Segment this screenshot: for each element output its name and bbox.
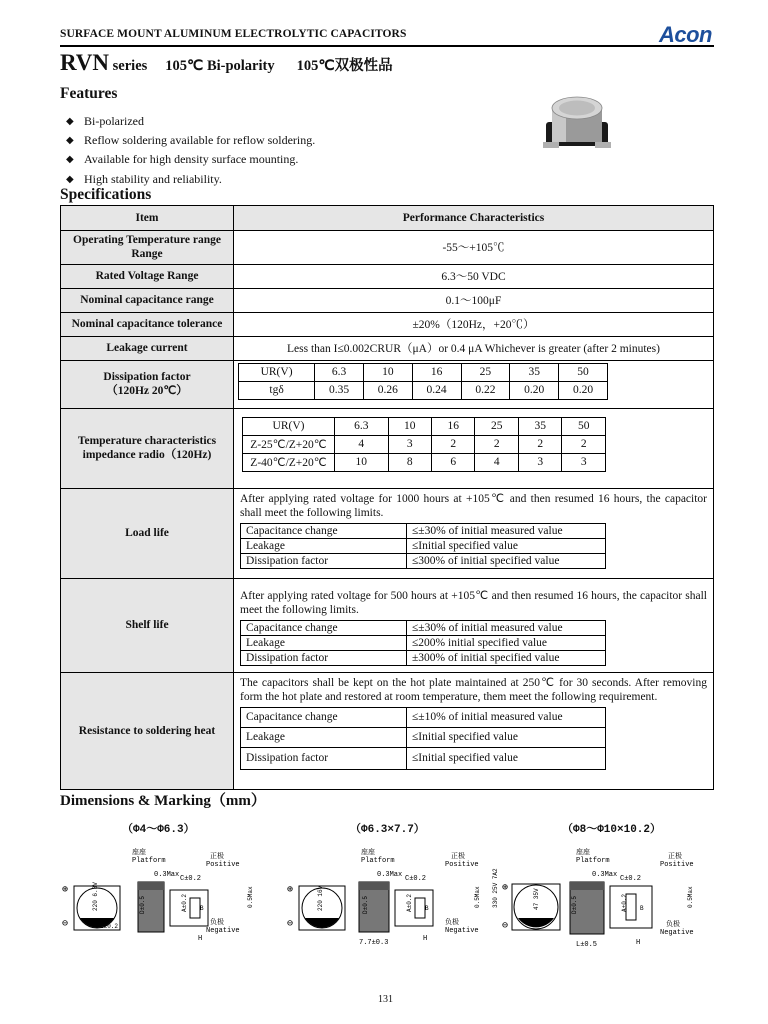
row-label: Operating Temperature range Range: [61, 231, 234, 265]
dimension-diagram-small: [60, 840, 265, 950]
svg-text:0.5Max: 0.5Max: [687, 886, 694, 908]
svg-text:220 16V: 220 16V: [317, 885, 324, 911]
table-row: [61, 488, 714, 578]
row-label: Dissipation factor （120Hz 20℃）: [61, 360, 234, 408]
row-label: Rated Voltage Range: [61, 264, 234, 288]
negative-terminal-icon: ⊖: [62, 919, 69, 930]
feature-item: ◆ High stability and reliability.: [66, 171, 222, 186]
table-row: [61, 408, 714, 488]
positive-terminal-icon: ⊕: [287, 885, 294, 896]
series-suffix: series: [109, 58, 148, 74]
table-row: [61, 336, 714, 360]
column-header-performance: Performance Characteristics: [234, 206, 714, 231]
table-row: [61, 288, 714, 312]
svg-text:0.3Max: 0.3Max: [592, 871, 618, 879]
row-label: Resistance to soldering heat: [61, 672, 234, 789]
svg-text:330 25V 7A2: 330 25V 7A2: [492, 868, 499, 908]
series-name: RVN: [60, 50, 110, 75]
table-row: [61, 360, 714, 408]
svg-text:D±0.5: D±0.5: [139, 895, 146, 914]
diamond-bullet-icon: ◆: [66, 135, 74, 147]
svg-text:A±0.2: A±0.2: [406, 893, 413, 912]
feature-item: ◆ Reflow soldering available for reflow soldering.: [66, 133, 316, 148]
table-row: [61, 578, 714, 672]
series-temperature: 105℃ Bi-polarity: [165, 58, 275, 74]
diagram-title-large: （Φ8～Φ10×10.2）: [562, 824, 662, 836]
svg-text:B: B: [640, 905, 644, 912]
svg-text:C±0.2: C±0.2: [405, 875, 427, 883]
temperature-characteristics-table: UR(V) 6.3 10 16 25 35 50 Z-25℃/Z+20℃ 4 3 2 2 2 2 Z-40℃/Z+20℃ 10 8 6 4 3 3: [242, 417, 606, 472]
svg-text:7.7±0.3: 7.7±0.3: [359, 939, 389, 947]
load-life-table: Capacitance change ≤±30% of initial measured value Leakage ≤Initial specified value Dissipation factor ≤300% of initial specified value: [240, 523, 606, 569]
row-label: Temperature characteristics impedance radio（120Hz): [61, 408, 234, 488]
table-row: [61, 264, 714, 288]
row-value: ±20%（120Hz，+20℃）: [234, 312, 714, 336]
svg-text:Platform: Platform: [361, 857, 395, 865]
svg-text:Positive: Positive: [445, 861, 479, 869]
row-value: 6.3～50 VDC: [234, 264, 714, 288]
soldering-table: Capacitance change ≤±10% of initial measured value Leakage ≤Initial specified value Dissipation factor ≤Initial specified value: [240, 707, 606, 770]
svg-text:L±0.2: L±0.2: [100, 923, 119, 930]
row-value: 0.1～100μF: [234, 288, 714, 312]
shelf-life-table: Capacitance change ≤±30% of initial measured value Leakage ≤200% initial specified value Dissipation factor ±300% of initial specified value: [240, 620, 606, 666]
table-row: [61, 231, 714, 265]
row-value: Less than I≤0.002CRUR（μA）or 0.4 μA Whichever is greater (after 2 minutes): [234, 336, 714, 360]
diagram-title-small: （Φ4～Φ6.3）: [122, 824, 195, 836]
svg-text:A±0.2: A±0.2: [621, 893, 628, 912]
features-heading: Features: [60, 85, 118, 102]
svg-text:B: B: [425, 905, 429, 912]
column-header-item: Item: [61, 206, 234, 231]
svg-text:47 35V: 47 35V: [533, 888, 540, 910]
dimension-diagram-large: [500, 840, 710, 955]
svg-text:0.5Max: 0.5Max: [247, 886, 254, 908]
brand-logo: Acon: [659, 22, 712, 47]
svg-text:A±0.2: A±0.2: [181, 893, 188, 912]
features-list: [66, 112, 315, 189]
svg-text:正极: 正极: [668, 853, 682, 861]
table-row: [61, 312, 714, 336]
table-header-row: [61, 206, 714, 231]
svg-text:正极: 正极: [210, 853, 224, 861]
svg-text:0.3Max: 0.3Max: [154, 871, 180, 879]
row-label: Leakage current: [61, 336, 234, 360]
row-label: Load life: [61, 488, 234, 578]
dimension-diagram-medium: [285, 840, 499, 950]
header-title: SURFACE MOUNT ALUMINUM ELECTROLYTIC CAPACITORS: [60, 28, 407, 40]
specifications-heading: Specifications: [60, 186, 152, 203]
svg-text:D±0.5: D±0.5: [362, 895, 369, 914]
feature-item: ◆ Bi-polarized: [66, 114, 144, 129]
svg-text:负极: 负极: [445, 919, 459, 927]
series-title: [60, 50, 393, 76]
svg-text:座座: 座座: [361, 849, 375, 857]
dissipation-table: UR(V) 6.3 10 16 25 35 50 tgδ 0.35 0.26 0.24 0.22 0.20 0.20: [238, 363, 608, 400]
svg-text:0.5Max: 0.5Max: [474, 886, 481, 908]
diamond-bullet-icon: ◆: [66, 154, 74, 166]
positive-terminal-icon: ⊕: [62, 885, 69, 896]
svg-text:Negative: Negative: [660, 929, 694, 937]
svg-text:0.3Max: 0.3Max: [377, 871, 403, 879]
svg-text:Positive: Positive: [660, 861, 694, 869]
svg-text:220 6.3V: 220 6.3V: [92, 882, 99, 911]
diamond-bullet-icon: ◆: [66, 116, 74, 128]
svg-text:H: H: [198, 935, 203, 943]
svg-text:负极: 负极: [210, 919, 224, 927]
svg-text:B: B: [200, 905, 204, 912]
svg-text:Platform: Platform: [576, 857, 610, 865]
svg-text:Positive: Positive: [206, 861, 240, 869]
soldering-text: The capacitors shall be kept on the hot plate maintained at 250℃ for 30 seconds. After removing form the hot plate and restored at room temperature, them meet the following requirement.: [240, 676, 707, 704]
positive-terminal-icon: ⊕: [502, 883, 509, 894]
negative-terminal-icon: ⊖: [287, 919, 294, 930]
svg-text:H: H: [636, 939, 641, 947]
row-label: Shelf life: [61, 578, 234, 672]
diagram-title-medium: （Φ6.3×7.7）: [350, 824, 425, 836]
capacitor-product-image: [542, 92, 612, 152]
header-rule: [60, 45, 714, 47]
svg-text:C±0.2: C±0.2: [620, 875, 642, 883]
feature-item: ◆ Available for high density surface mounting.: [66, 152, 299, 167]
table-row: [61, 672, 714, 789]
svg-text:负极: 负极: [666, 921, 680, 929]
svg-text:座座: 座座: [132, 849, 146, 857]
diamond-bullet-icon: ◆: [66, 173, 74, 185]
specifications-table: [60, 205, 714, 790]
row-label: Nominal capacitance tolerance: [61, 312, 234, 336]
svg-text:D±0.5: D±0.5: [571, 895, 578, 914]
dimensions-heading: Dimensions & Marking（mm）: [60, 793, 266, 809]
svg-text:C±0.2: C±0.2: [180, 875, 202, 883]
row-label: Nominal capacitance range: [61, 288, 234, 312]
shelf-life-text: After applying rated voltage for 500 hours at +105℃ and then resumed 16 hours, the capacitor shall meet the following limits.: [240, 589, 707, 617]
svg-text:L±0.5: L±0.5: [576, 941, 598, 949]
negative-terminal-icon: ⊖: [502, 921, 509, 932]
svg-text:Negative: Negative: [206, 927, 240, 935]
svg-text:Negative: Negative: [445, 927, 479, 935]
load-life-text: After applying rated voltage for 1000 hours at +105℃ and then resumed 16 hours, the capacitor shall meet the following limits.: [240, 492, 707, 520]
svg-text:正极: 正极: [451, 853, 465, 861]
svg-text:H: H: [423, 935, 428, 943]
page-number: 131: [378, 994, 393, 1005]
svg-text:座座: 座座: [576, 849, 590, 857]
series-chinese: 105℃双极性品: [296, 58, 393, 74]
svg-text:Platform: Platform: [132, 857, 166, 865]
row-value: -55～+105℃: [234, 231, 714, 265]
